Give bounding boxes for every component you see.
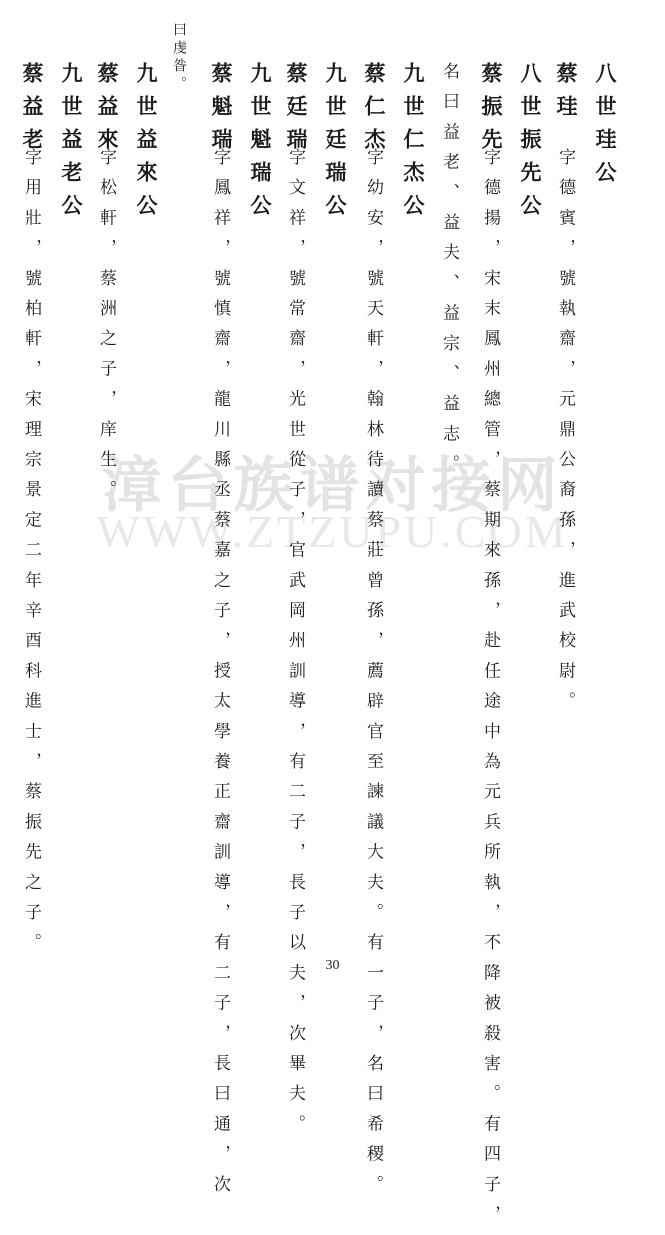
- entry-text-cai-kuirui: 字鳳祥，號慎齋，龍川縣丞蔡嘉之子，授太學養正齋訓導，有二子，長曰通，次: [210, 148, 230, 1205]
- entry-text-cai-yilai: 字松軒，蔡洲之子，庠生。: [96, 148, 116, 511]
- entry-name-cai-kuirui: 蔡魁瑞: [209, 62, 234, 161]
- entry-text-cai-kuirui-cont: 曰虔昝。: [171, 22, 187, 94]
- entry-name-cai-zhenxian: 蔡振先: [479, 62, 504, 161]
- entry-name-cai-gui: 蔡珪: [554, 62, 579, 128]
- heading-9th-gen-yilao: 九世益老公: [59, 62, 84, 227]
- entry-name-cai-tingrui: 蔡廷瑞: [284, 62, 309, 161]
- heading-8th-gen-zhenxian: 八世振先公: [518, 62, 543, 227]
- page-number: 30: [325, 958, 340, 973]
- entry-text-cai-zhenxian: 字德揚，宋末鳳州總管，蔡期來孫，赴任途中為元兵所執，不降被殺害。有四子，: [480, 148, 500, 1235]
- watermark-url: WWW.ZTZUPU.COM: [96, 506, 569, 557]
- heading-8th-gen-gui: 八世珪公: [593, 62, 618, 194]
- entry-text-cai-yilao: 字用壯，號柏軒，宋理宗景定二年辛酉科進士，蔡振先之子。: [21, 148, 41, 964]
- heading-9th-gen-kuirui: 九世魁瑞公: [248, 62, 273, 227]
- entry-name-cai-yilai: 蔡益來: [95, 62, 120, 161]
- heading-9th-gen-renjie: 九世仁杰公: [401, 62, 426, 227]
- watermark-chinese: 漳台族谱对接网: [101, 451, 564, 521]
- entry-text-cai-tingrui: 字文祥，號常齋，光世從子，官武岡州訓導，有二子，長子以夫，次畢夫。: [285, 148, 305, 1145]
- entry-text-cai-renjie: 字幼安，號天軒，翰林待讀蔡莊曾孫，薦辟官至諫議大夫。有一子，名曰希稷。: [363, 148, 383, 1205]
- heading-9th-gen-tingrui: 九世廷瑞公: [323, 62, 348, 227]
- heading-9th-gen-yilai: 九世益來公: [134, 62, 159, 227]
- entry-name-cai-yilao: 蔡益老: [20, 62, 45, 161]
- entry-text-cai-gui: 字德賓，號執齋，元鼎公裔孫，進武校尉。: [555, 148, 575, 722]
- entry-text-cai-zhenxian-cont: 名曰益老、益夫、益宗、益志。: [439, 62, 459, 485]
- entry-name-cai-renjie: 蔡仁杰: [362, 62, 387, 161]
